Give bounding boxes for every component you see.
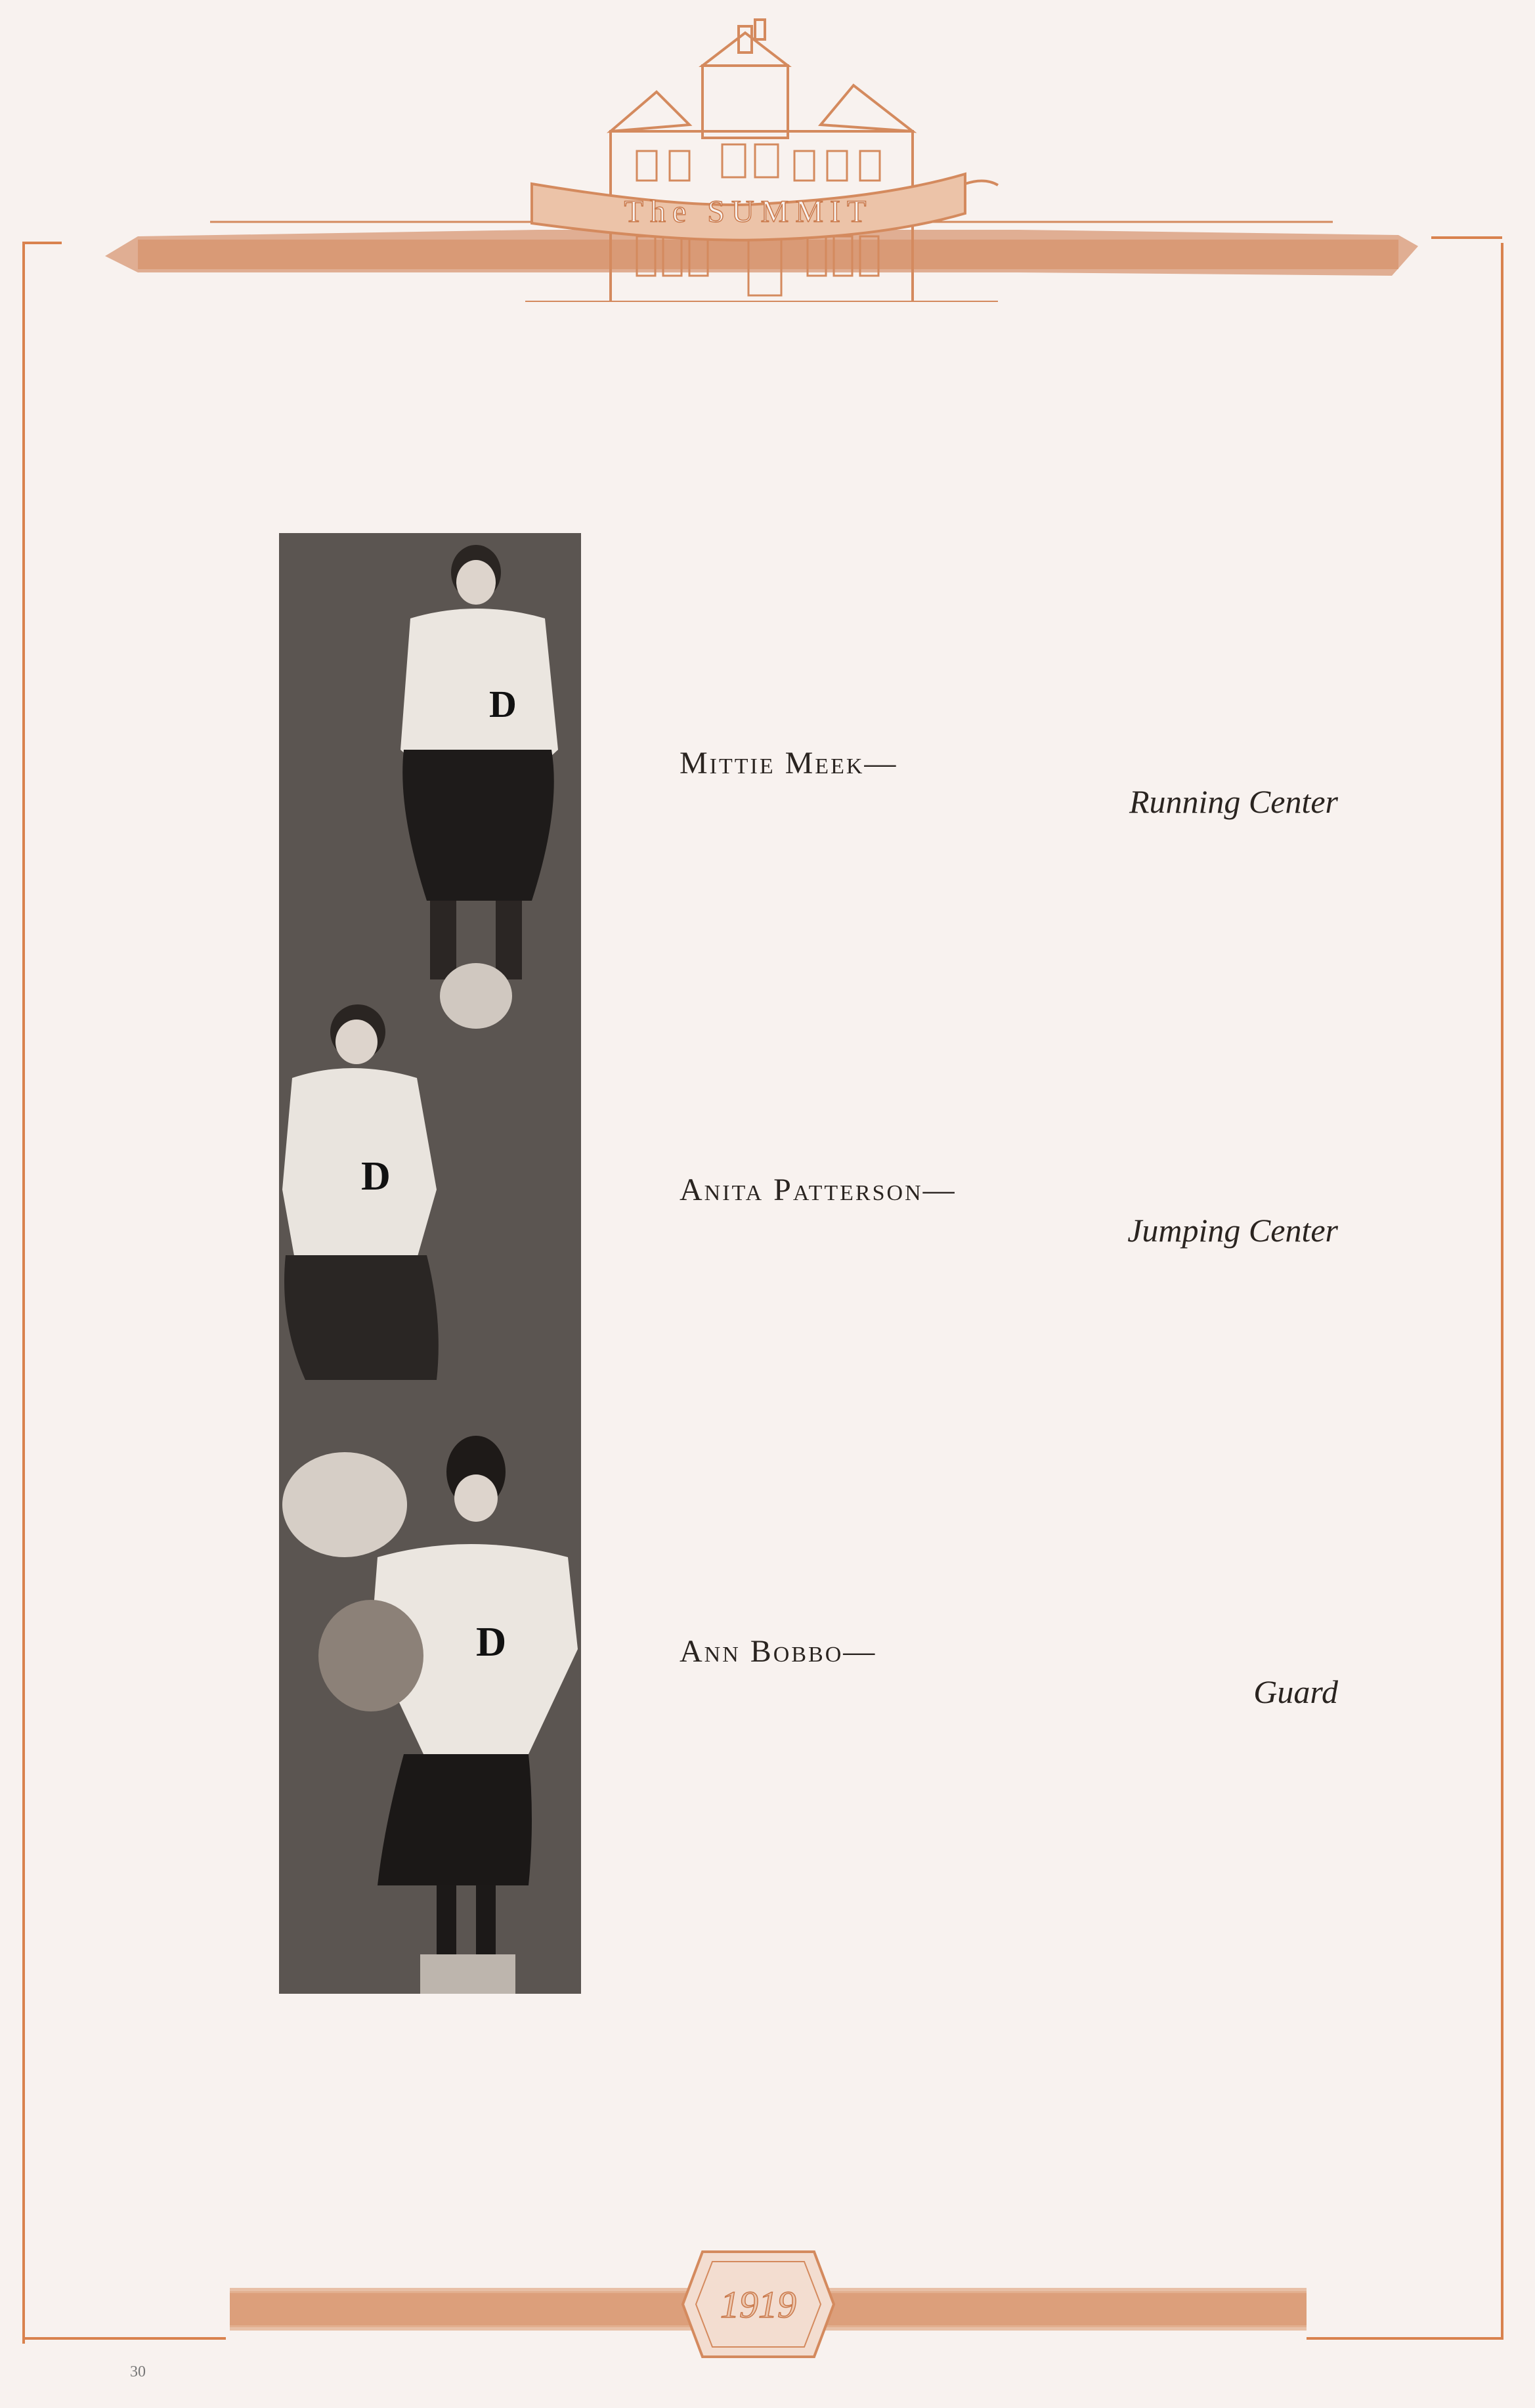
header-title: The SUMMIT	[624, 194, 873, 229]
player-position-2: Jumping Center	[1127, 1212, 1338, 1249]
border-top-right	[1431, 236, 1502, 239]
player-name-3: Ann Bobbo—	[680, 1634, 877, 1669]
border-left	[22, 243, 25, 2344]
team-photo-strip	[279, 533, 581, 1994]
border-bottom-left	[22, 2337, 226, 2340]
svg-text:D: D	[489, 683, 517, 725]
page-number: 30	[130, 2363, 146, 2380]
school-building-logo	[98, 13, 1438, 302]
svg-text:D: D	[361, 1154, 391, 1199]
player-position-3: Guard	[1253, 1673, 1338, 1710]
player-position-1: Running Center	[1129, 783, 1338, 820]
border-right	[1501, 243, 1503, 2337]
border-top-left	[22, 242, 62, 244]
year-emblem	[223, 2245, 1313, 2363]
player-photos	[279, 533, 581, 1994]
svg-text:D: D	[476, 1618, 507, 1665]
header-ornament	[98, 13, 1438, 302]
footer-ornament	[223, 2245, 1313, 2363]
player-name-1: Mittie Meek—	[680, 746, 898, 781]
footer-year: 1919	[720, 2283, 796, 2326]
player-name-2: Anita Patterson—	[680, 1172, 957, 1207]
border-bottom-right	[1307, 2337, 1503, 2340]
